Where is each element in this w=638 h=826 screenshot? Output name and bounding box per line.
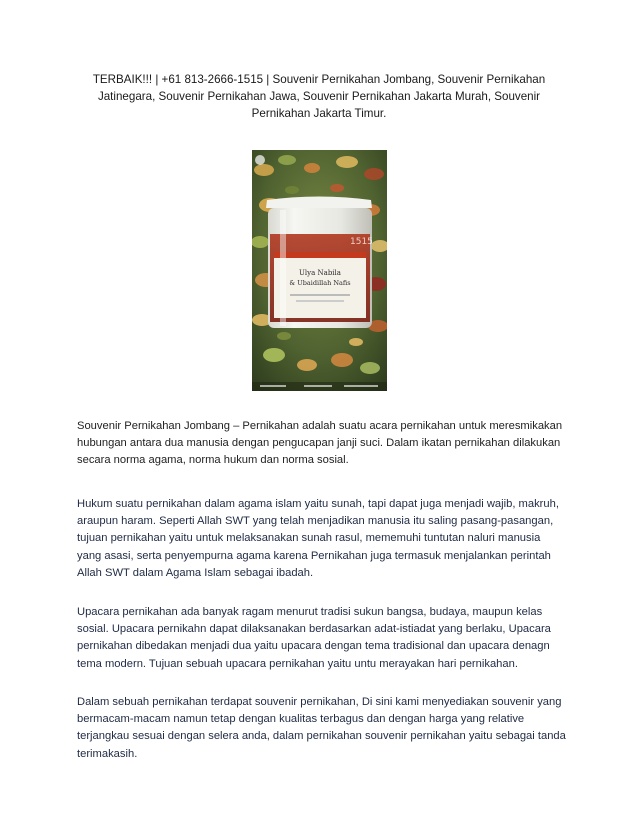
paragraph-hukum: Hukum suatu pernikahan dalam agama islam yaitu sunah, tapi dapat juga menjadi wajib, makruh, araupun haram. Seperti Allah SWT yang telah menjadikan manusia itu saling pasang-pasangan, tujuan pernikahan yaitu untuk melaksanakan sunah rasul, mememuhi tuntutan naluri manusia yang asasi, serta penyempurna agama karena Pernikahan juga termasuk menjalankan perintah Allah SWT dalam Agama Islam sebagai ibadah. (77, 498, 559, 579)
photo-watermark: 1515 (350, 237, 373, 247)
watermark-logo-icon (255, 155, 265, 165)
jar-label-line1: Ulya Nabila (299, 269, 341, 277)
paragraph-souvenir: Dalam sebuah pernikahan terdapat souvenir pernikahan, Di sini kami menyediakan souvenir yang bermacam-macam namun tetap dengan kualitas terbagus dan dengan harga yang relative terjangkau sesuai dengan selera anda, dalam pernikahan souvenir pernikahan yaitu sebagai tanda terimakasih. (77, 696, 566, 760)
jar-label-line2: & Ubaidillah Nafis (289, 279, 351, 287)
souvenir-jar-image (252, 150, 387, 391)
paragraph-intro: Souvenir Pernikahan Jombang – Pernikahan adalah suatu acara pernikahan untuk meresmikakan hubungan antara dua manusia dengan pengucapan janji suci. Dalam ikatan pernikahan dilakukan secara norma agama, norma hukum dan norma sosial. (77, 420, 563, 467)
paragraph-upacara: Upacara pernikahan ada banyak ragam menurut tradisi sukun bangsa, budaya, maupun kelas sosial. Upacara pernikahn dapat dilaksanakan berdasarkan adat-istiadat yang berlaku, Upacara pernikahan dibedakan menjadi dua yaitu upacara dengan tema tradisional dan upacara denagn tema modern. Tujuan sebuah upacara pernikahan yaitu untu merayakan hari pernikahan. (77, 606, 551, 670)
document-title: TERBAIK!!! | +61 813-2666-1515 | Souvenir Pernikahan Jombang, Souvenir Pernikahan Jatinegara, Souvenir Pernikahan Jawa, Souvenir Pernikahan Jakarta Murah, Souvenir Pernikahan Jakarta Timur. (92, 73, 546, 120)
product-photo (252, 150, 387, 391)
